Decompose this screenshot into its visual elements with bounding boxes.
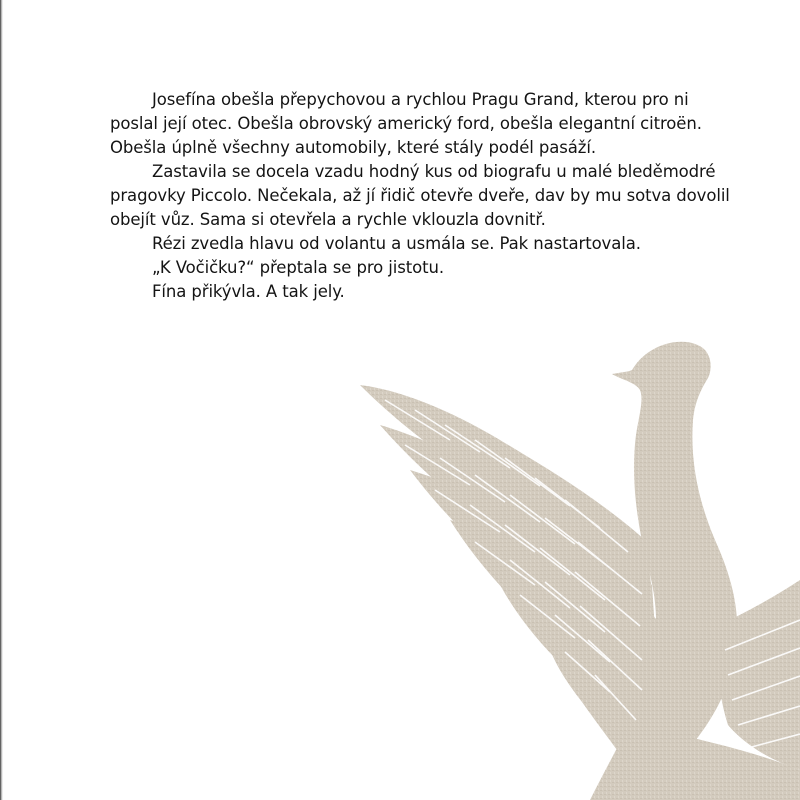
swan-wing-feathers	[360, 385, 658, 780]
text-line: pragovky Piccolo. Nečekala, až jí řidič otevře dveře, dav by mu sotva dovolil	[110, 186, 730, 205]
text-line: Josefína obešla přepychovou a rychlou Pragu Grand, kterou pro ni	[152, 90, 689, 109]
story-text	[110, 88, 730, 304]
text-line: Zastavila se docela vzadu hodný kus od biografu u malé bleděmodré	[152, 162, 716, 181]
page-gutter-edge	[0, 0, 3, 800]
text-line: Fína přikývla. A tak jely.	[152, 282, 345, 301]
text-line: poslal její otec. Obešla obrovský americký ford, obešla elegantní citroën.	[110, 114, 702, 133]
text-line: „K Vočičku?“ přeptala se pro jistotu.	[152, 258, 444, 277]
text-line: Obešla úplně všechny automobily, které stály podél pasáží.	[110, 138, 596, 157]
text-line: obejít vůz. Sama si otevřela a rychle vklouzla dovnitř.	[110, 210, 546, 229]
text-line: Rézi zvedla hlavu od volantu a usmála se. Pak nastartovala.	[152, 234, 641, 253]
swan-icon	[360, 330, 800, 800]
